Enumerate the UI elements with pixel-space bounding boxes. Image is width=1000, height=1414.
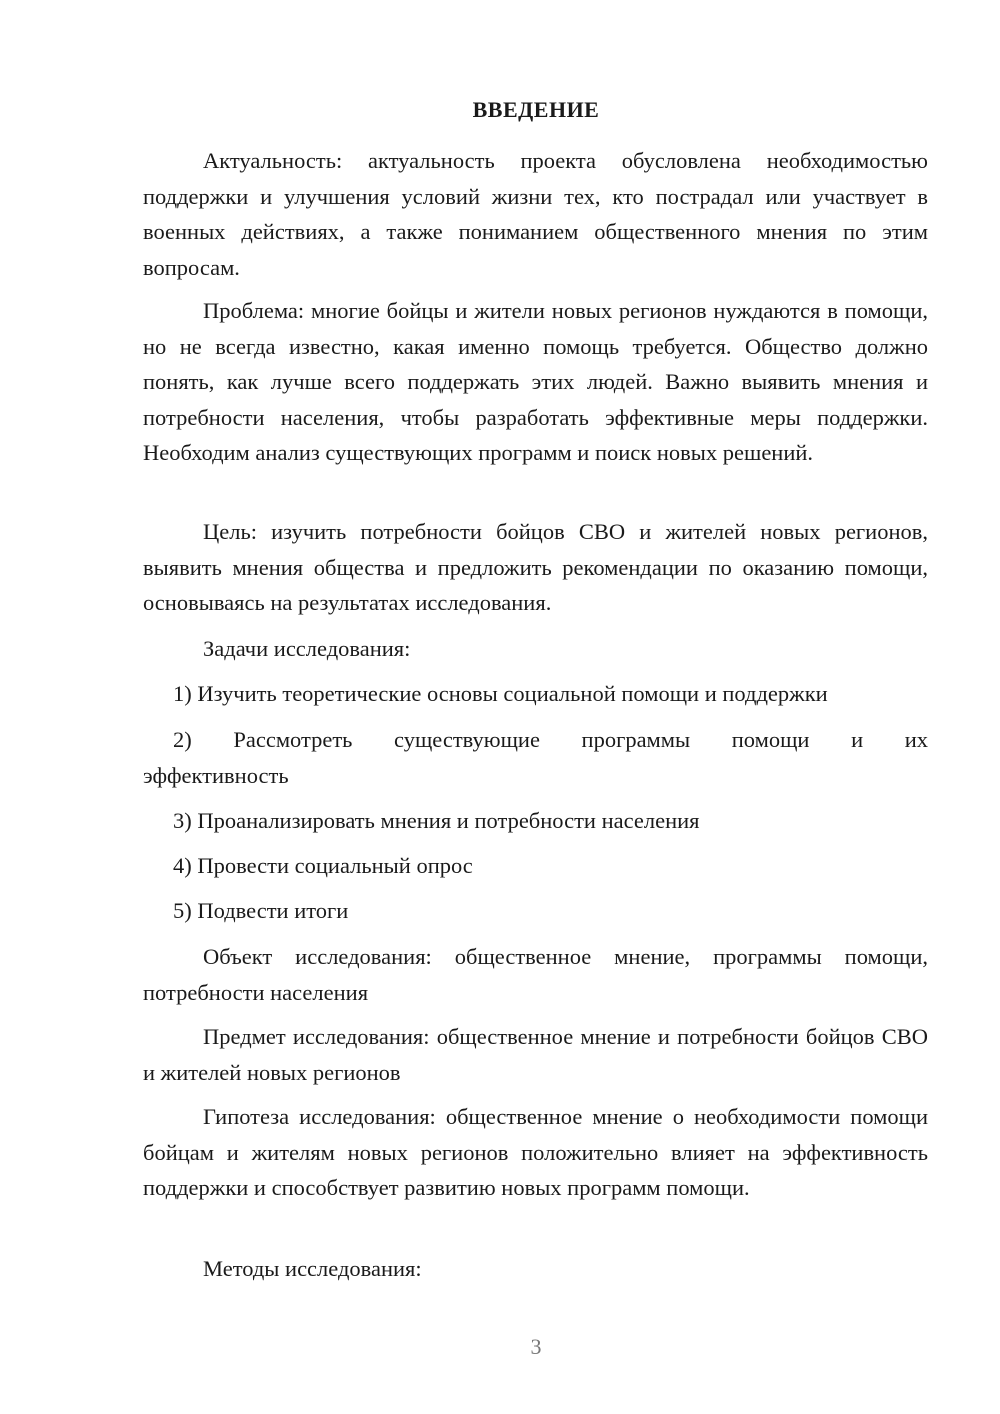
methods-heading: Методы исследования: [203, 1256, 422, 1281]
task-item-2 [143, 722, 928, 793]
task-item-2-word: Рассмотреть [233, 727, 353, 752]
task-item-1: 1) Изучить теоретические основы социальной помощи и поддержки [173, 681, 828, 706]
task-item-2-continuation: эффективность [143, 762, 289, 788]
task-item-3: 3) Проанализировать мнения и потребности населения [173, 808, 700, 833]
page-number: 3 [530, 1334, 542, 1359]
subject-paragraph: Предмет исследования: общественное мнение и потребности бойцов СВО и жителей новых регионов [143, 1024, 928, 1085]
task-item-2-word: и [851, 727, 864, 752]
task-item-2-word: их [904, 727, 928, 752]
task-item-2-word: помощи [731, 727, 810, 752]
task-item-4: 4) Провести социальный опрос [173, 853, 473, 878]
problem-paragraph: Проблема: многие бойцы и жители новых регионов нуждаются в помощи, но не всегда известно, какая именно помощь требуется. Общество должно понять, как лучше всего поддержать этих людей. Важно выявить мнения и потребности населения, чтобы разработать эффективные меры поддержки. Необходим анализ существующих программ и поиск новых решений. [143, 298, 928, 465]
tasks-heading: Задачи исследования: [203, 636, 411, 661]
task-item-2-line [143, 722, 928, 758]
goal-paragraph: Цель: изучить потребности бойцов СВО и жителей новых регионов, выявить мнения общества и предложить рекомендации по оказанию помощи, основываясь на результатах исследования. [143, 519, 928, 615]
page-title: ВВЕДЕНИЕ [472, 97, 600, 122]
task-item-5: 5) Подвести итоги [173, 898, 349, 923]
task-item-2-word: 2) [173, 727, 192, 752]
hypothesis-paragraph: Гипотеза исследования: общественное мнение о необходимости помощи бойцам и жителям новых регионов положительно влияет на эффективность поддержки и способствует развитию новых программ помощи. [143, 1104, 928, 1200]
task-item-2-word: существующие [394, 727, 540, 752]
relevance-paragraph: Актуальность: актуальность проекта обусловлена необходимостью поддержки и улучшения условий жизни тех, кто пострадал или участвует в военных действиях, а также пониманием общественного мнения по этим вопросам. [143, 148, 928, 280]
object-paragraph: Объект исследования: общественное мнение, программы помощи, потребности населения [143, 944, 928, 1005]
task-item-2-word: программы [581, 727, 691, 752]
